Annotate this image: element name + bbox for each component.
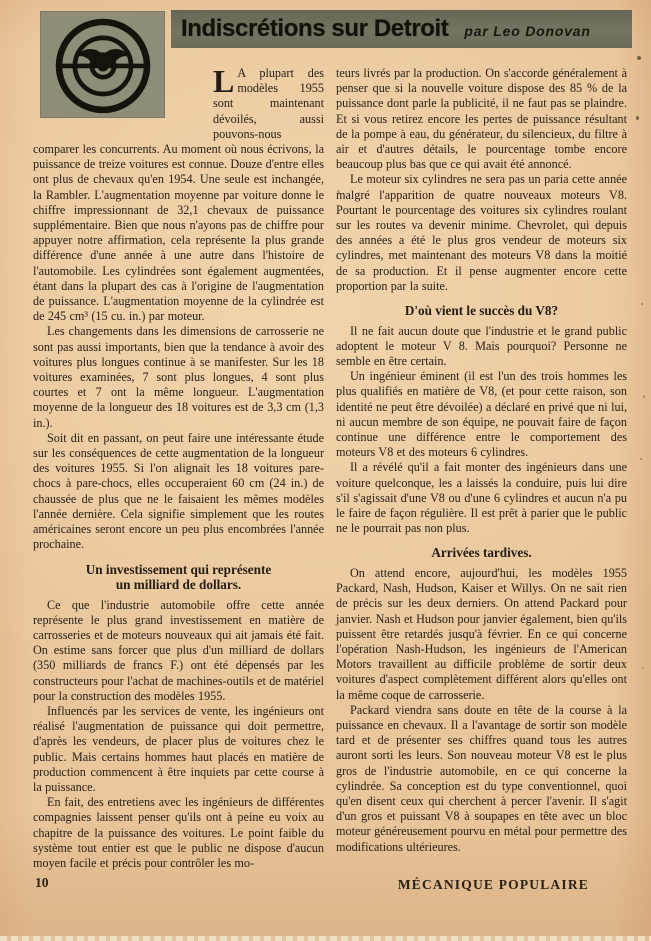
heading-line: Un investissement qui représente <box>85 561 272 577</box>
page-title: Indiscrétions sur Detroit <box>181 15 449 42</box>
paragraph: Ce que l'industrie automobile offre cette année représente le plus grand investissement en matière de carrosseries et de moteurs nouveaux qui ait jamais été fait. On estime sans forcer que plus d'un milliard de dollars (350 milliards de francs F.) ont été dépensés par les constructeurs pour l'achat de machines-outils et de matériel pour la construction des modèles 1955. <box>33 597 324 703</box>
right-column <box>336 66 627 871</box>
page-number: 10 <box>35 875 49 890</box>
paper-speck <box>636 116 639 120</box>
heading-line: un milliard de dollars. <box>115 577 242 592</box>
paragraph-text: A plupart des modèles 1955 sont maintenant dévoilés, aussi pouvons-nous comparer les concurrents. Au moment où nous écrivons, la puissance de treize voitures est connue. Douze d'entre elles ont plus de chevaux qu'en 1954. Une seule est inchangée, la Rambler. L'augmentation moyenne par voiture donne le chiffre impressionnant de 32,1 chevaux de puissance supplémentaire. Bien que nous n'ayons pas de chiffre pour appuyer notre affirmation, cela représente la plus grande différence d'une année à une autre dans l'histoire de l'automobile. Les cylindrées sont également augmentées, étant dans la plupart des cas à l'origine de l'augmentation de puissance. L'augmentation moyenne de la cylindrée est de 245 cm³ (15 cu. in.) par moteur. <box>33 66 324 324</box>
paragraph: Un ingénieur éminent (il est l'un des trois hommes les plus qualifiés en matière de V8, (et pour cette raison, son identité ne peut être dévoilée) a déclaré en privé que ni lui, ni aucun membre de son équipe, ne pouvait faire de façon continue une différence entre le comportement des moteurs V8 et des moteurs 6 cylindres. <box>336 369 627 460</box>
article-body <box>33 63 627 871</box>
paragraph: Les changements dans les dimensions de carrosserie ne sont pas aussi importants, bien que la tendance à avoir des voitures plus longues continue à se manifester. Sur les 18 voitures examinées, 7 sont plus longues, 4 sont plus courtes et 7 ont la même longueur. L'augmentation moyenne de la longueur des 18 voitures est de 3,3 cm (1,3 in.). <box>33 324 324 430</box>
byline: par Leo Donovan <box>464 23 591 39</box>
logo-wrap-spacer <box>33 66 213 134</box>
page-bottom-edge <box>0 936 651 941</box>
paragraph: teurs livrés par la production. On s'accorde généralement à penser que si la nouvelle voiture dispose des 85 % de la puissance dont parle la publicité, il ne faut pas se plaindre. Et si vous retirez encore les pertes de puissance résultant de la pompe à eau, du générateur, du silencieux, du filtre à air et d'autres détails, le pourcentage tombe encore beaucoup plus bas que ce qui avait été annoncé. <box>336 66 627 172</box>
paper-speck <box>641 303 643 305</box>
magazine-name: MÉCANIQUE POPULAIRE <box>397 877 589 892</box>
paragraph: Soit dit en passant, on peut faire une intéressante étude sur les conséquences de cette augmentation de la longueur des voitures 1955. Si l'on alignait les 18 voitures pare-chocs à pare-chocs, elles occuperaient 60 cm (24 in.) de chaussée de plus que ne le faisaient les mêmes modèles l'année dernière. Cela signifie simplement que les routes américaines seront encore un peu plus encombrées l'année prochaine. <box>33 430 324 552</box>
paper-speck <box>640 458 642 460</box>
drop-cap: L <box>213 63 235 99</box>
section-heading-investment <box>33 562 324 593</box>
paragraph: Packard viendra sans doute en tête de la course à la puissance en chevaux. Il a l'avantage de sortir son modèle tard et de présenter ses chiffres quand tous les autres auront sorti les leurs. Son nouveau moteur V8 est le plus gros de l'industrie automobile, en ce qui concerne la cylindrée. Sa conception est du type conventionnel, quoi qu'en disent ceux qui cherchent à percer l'avenir. Il s'agit d'un gros et puissant V8 à soupapes en tête avec un bloc moteur généreusement pourvu en métal pour permettre des modifications ultérieures. <box>336 702 627 854</box>
left-column <box>33 63 324 871</box>
paragraph: Influencés par les services de vente, les ingénieurs ont réalisé l'augmentation de puissance qui doit permettre, d'après les vendeurs, de placer plus de voitures chez le public. Mais certains hommes haut placés en matière de production commencent à être inquiets par cette course à la puissance. <box>33 703 324 794</box>
paragraph <box>33 63 324 324</box>
section-heading-arrivals: Arrivées tardives. <box>431 545 532 561</box>
paper-speck <box>337 190 340 193</box>
paper-speck <box>637 56 641 60</box>
paragraph: Il a révélé qu'il a fait monter des ingénieurs dans une voiture quelconque, les a laissés la conduire, puis lui dire s'il s'agissait d'une V8 ou d'une 6 cylindres et aucun n'a pu le faire de façon régulière. Il est prêt à parier que le public ne le pourrait pas non plus. <box>336 460 627 536</box>
paper-speck <box>643 395 645 398</box>
paragraph: Le moteur six cylindres ne sera pas un paria cette année malgré l'apparition de quatre nouveaux moteurs V8. Pourtant le pourcentage des voitures six cylindres roulant sur les routes va devenir minime. Chevrolet, qui depuis des années a été le plus gros vendeur de moteurs six cylindres, met maintenant des moteurs V8 dans la moitié de sa production. Et il pense augmenter encore cette proportion par la suite. <box>336 172 627 293</box>
paragraph: En fait, des entretiens avec les ingénieurs de différentes compagnies laissent penser qu'ils ont à peine eu voix au chapitre de la puissance des voitures. Le point faible du système tout entier est que le public ne dispose d'aucun moyen facile et précis pour contrôler les mo- <box>33 795 324 870</box>
header-banner <box>171 10 632 48</box>
paragraph: On attend encore, aujourd'hui, les modèles 1955 Packard, Nash, Hudson, Kaiser et Willys. On ne sait rien de précis sur les deux derniers. On attend Packard pour janvier. Nash et Hudson pour janvier également, bien qu'ils puissent être retardés jusqu'à février. En ce qui concerne l'opération Nash-Hudson, les ingénieurs de l'American Motors travaillent au difficile problème de sortir deux voitures d'aspect complètement différent alors qu'elles ont la même coque de carrosserie. <box>336 565 627 702</box>
paragraph: Il ne fait aucun doute que l'industrie et le grand public adoptent le moteur V 8. Mais pourquoi? Personne ne semble en être certain. <box>336 323 627 368</box>
paper-speck <box>642 667 644 669</box>
section-heading-v8: D'où vient le succès du V8? <box>404 303 559 319</box>
